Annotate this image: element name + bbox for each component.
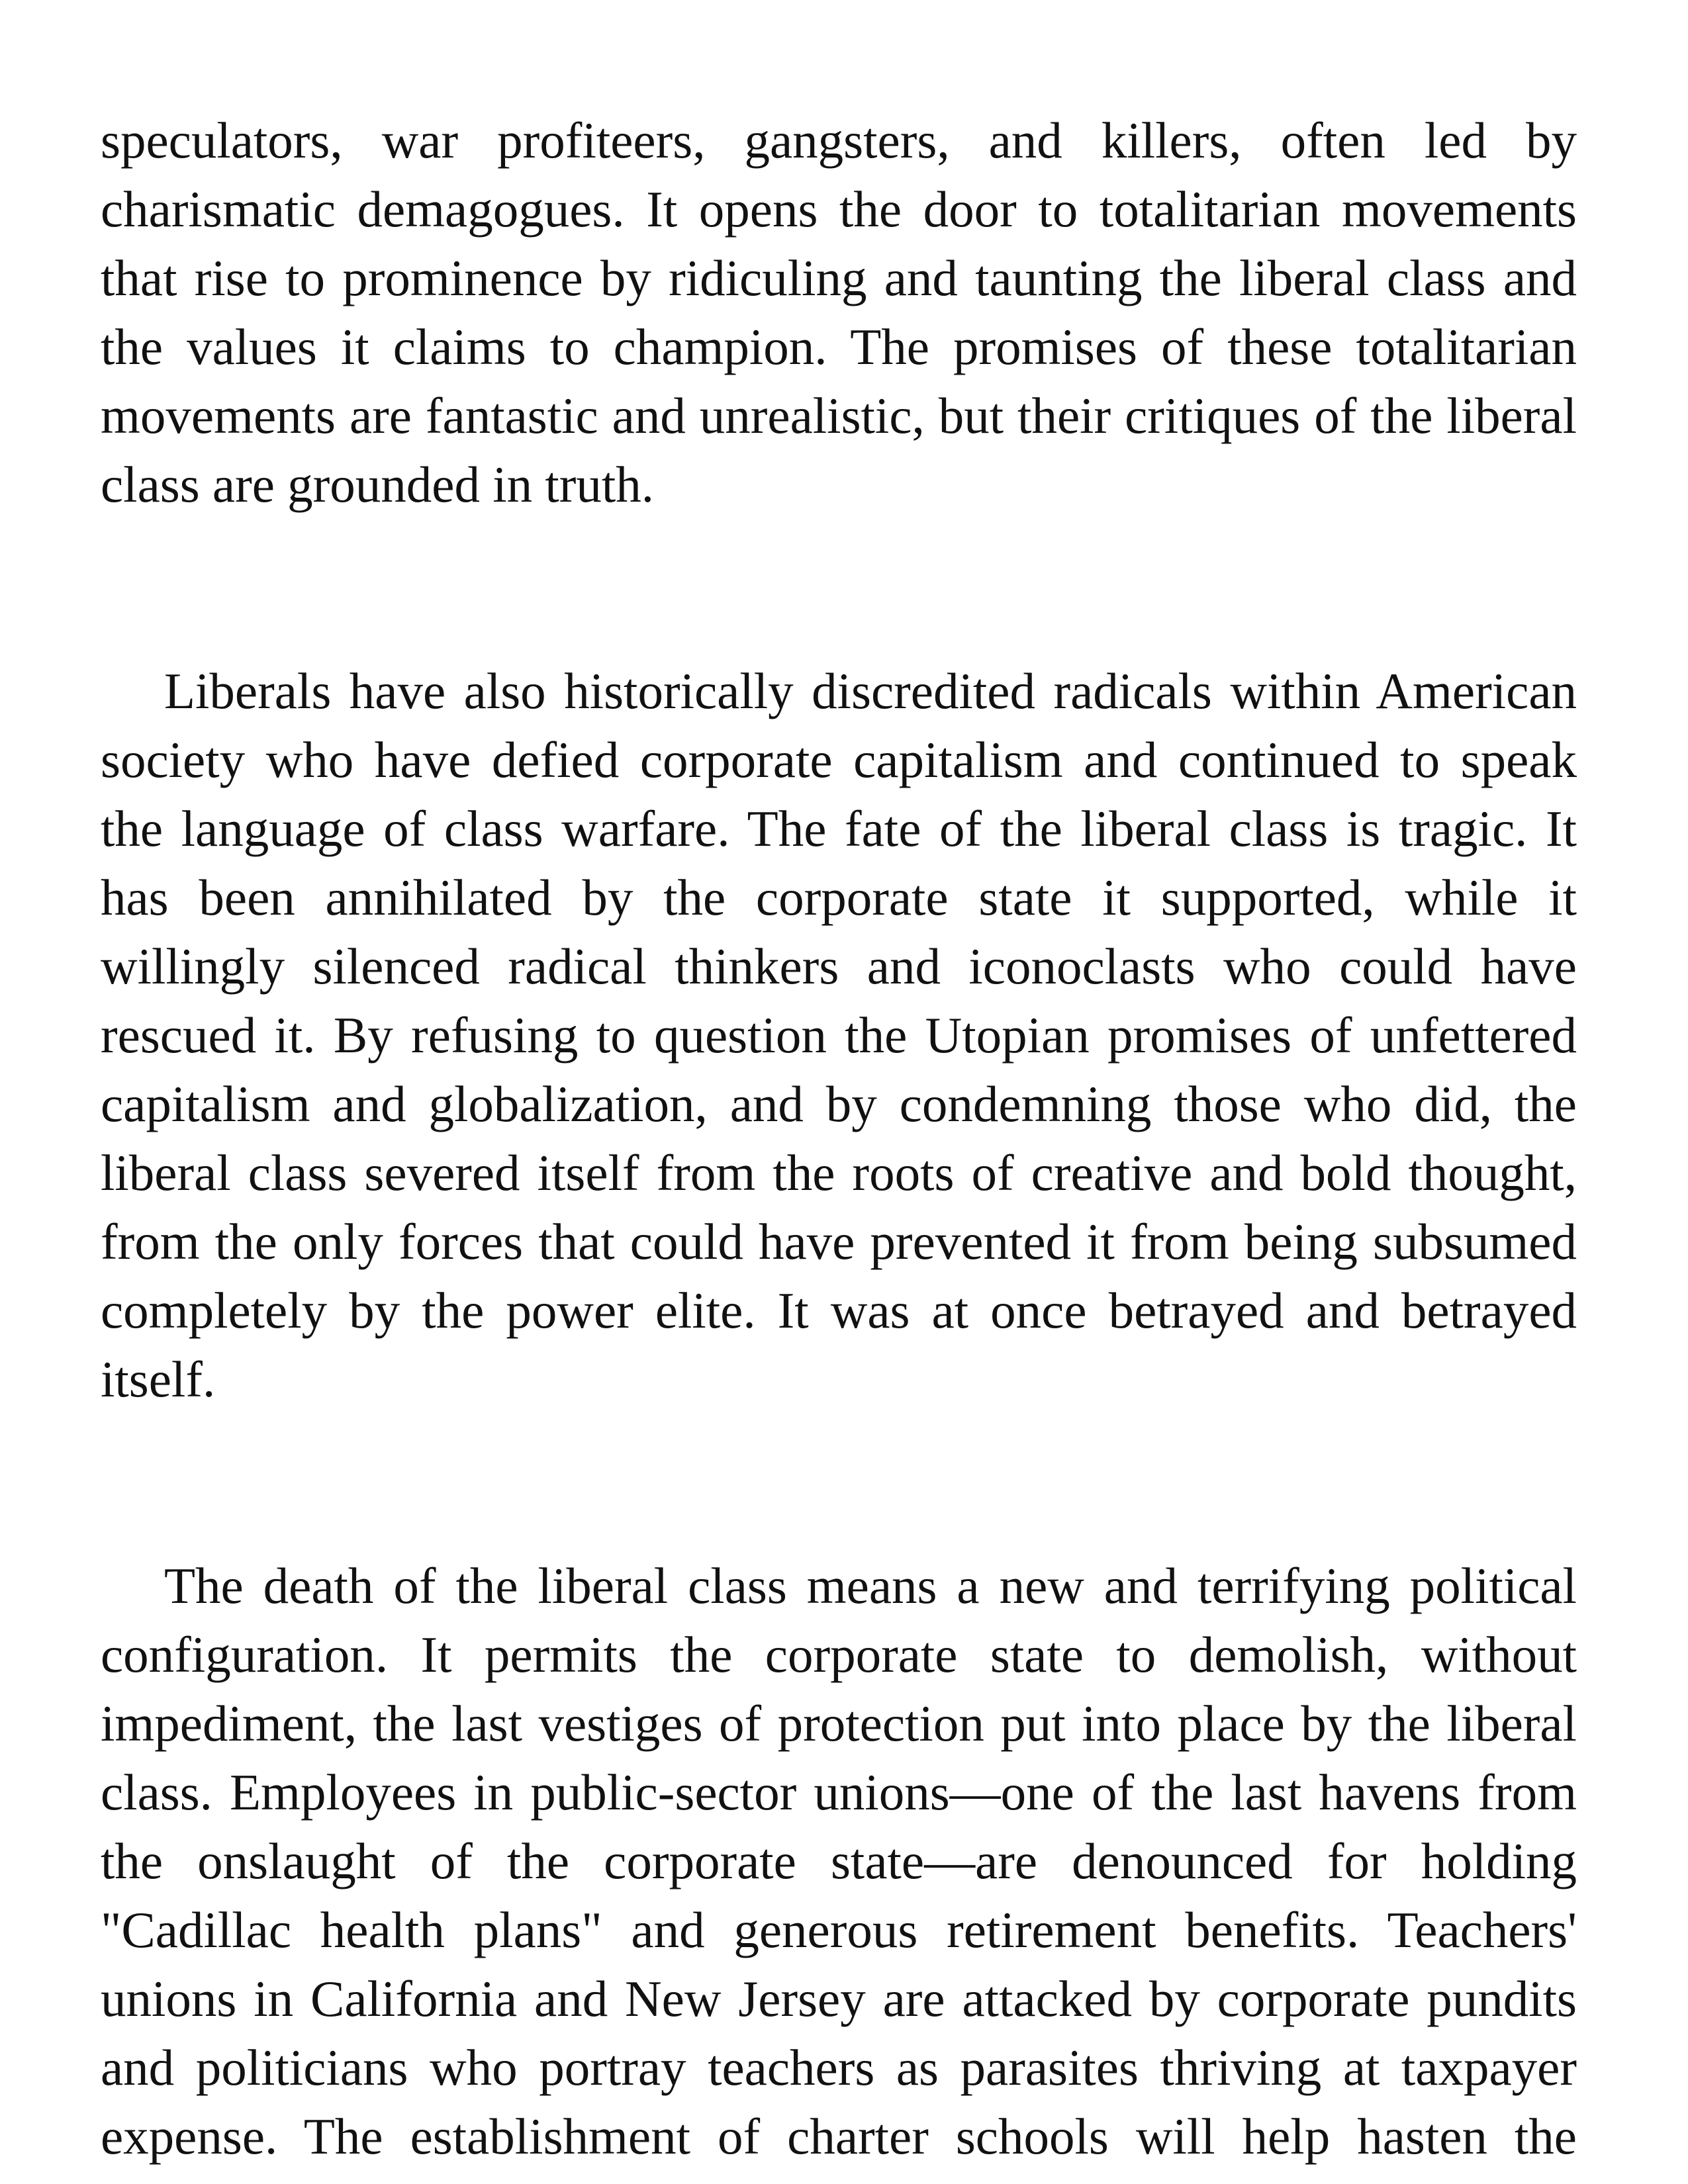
paragraph-2: Liberals have also historically discredited radicals within American society who have defied corporate capitalism and continued to speak the language of class warfare. The fate of the liberal class is tragic. It has been annihilated by the corporate state it supported, while it willingly silenced radical thinkers and iconoclasts who could have rescued it. By refusing to question the Utopian promises of unfettered capitalism and globalization, and by condemning those who did, the liberal class severed itself from the roots of creative and bold thought, from the only forces that could have prevented it from being subsumed completely by the power elite. It was at once betrayed and betrayed itself.	[101, 662, 1577, 1408]
paragraph-1: speculators, war profiteers, gangsters, and killers, often led by charismatic demagogues. It opens the door to totalitarian movements that rise to prominence by ridiculing and taunting the liberal class and the values it claims to champion. The promises of these totalitarian movements are fantastic and unrealistic, but their critiques of the liberal class are grounded in truth.	[101, 112, 1577, 513]
paragraph-3: The death of the liberal class means a new and terrifying political configuration. It permits the corporate state to demolish, without impediment, the last vestiges of protection put into place by the liberal class. Employees in public-sector unions—one of the last havens from the onslaught of the corporate state—are denounced for holding "Cadillac health plans" and generous retirement benefits. Teachers' unions in California and New Jersey are attacked by corporate pundits and politicians who portray teachers as parasites thriving at taxpayer expense. The establishment of charter schools will help hasten the	[101, 1557, 1577, 2165]
document-page	[101, 106, 1577, 2171]
